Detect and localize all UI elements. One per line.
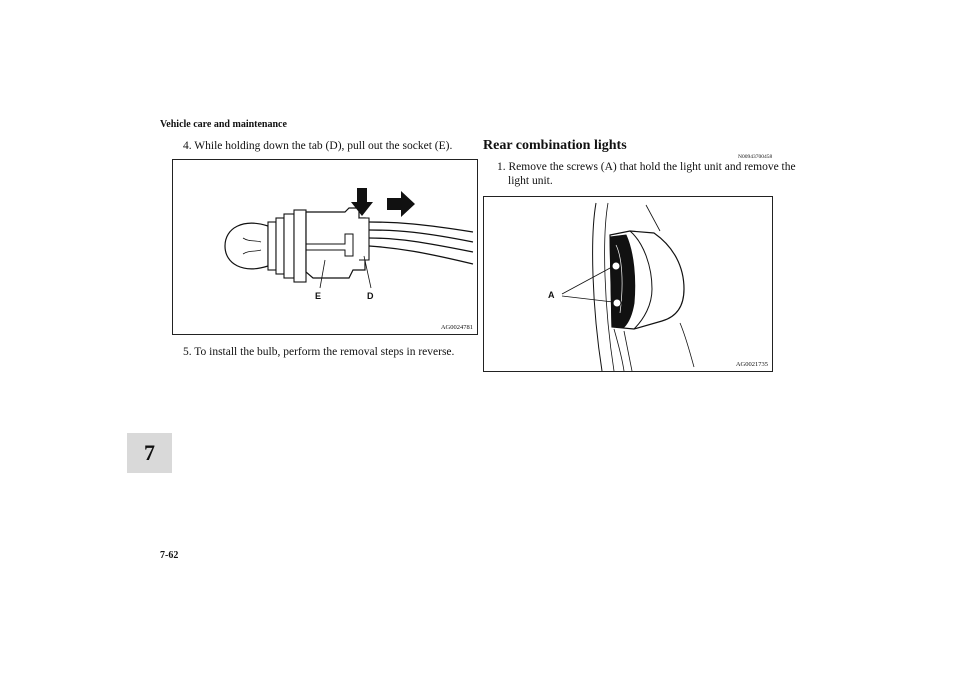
callout-a: A [548, 290, 555, 300]
reference-code: N00943700458 [738, 154, 773, 160]
bulb-socket-figure [172, 159, 478, 335]
running-header: Vehicle care and maintenance [160, 119, 287, 130]
figure-code: AG0024781 [440, 324, 473, 331]
bulb-socket-illustration [173, 160, 477, 334]
callout-d: D [367, 291, 374, 301]
section-title: Rear combination lights [483, 138, 627, 153]
page-number: 7-62 [160, 550, 179, 561]
chapter-number: 7 [144, 440, 155, 465]
step-1-text: 1. Remove the screws (A) that hold the light unit and remove the light unit. [497, 161, 796, 187]
figure-code: AG0021735 [735, 361, 768, 368]
step-5-text: 5. To install the bulb, perform the removal steps in reverse. [183, 346, 455, 358]
callout-e: E [315, 291, 322, 301]
chapter-tab [127, 433, 172, 473]
rear-light-illustration [484, 197, 772, 371]
rear-light-figure [483, 196, 773, 372]
step-4-text: 4. While holding down the tab (D), pull out the socket (E). [183, 140, 453, 152]
